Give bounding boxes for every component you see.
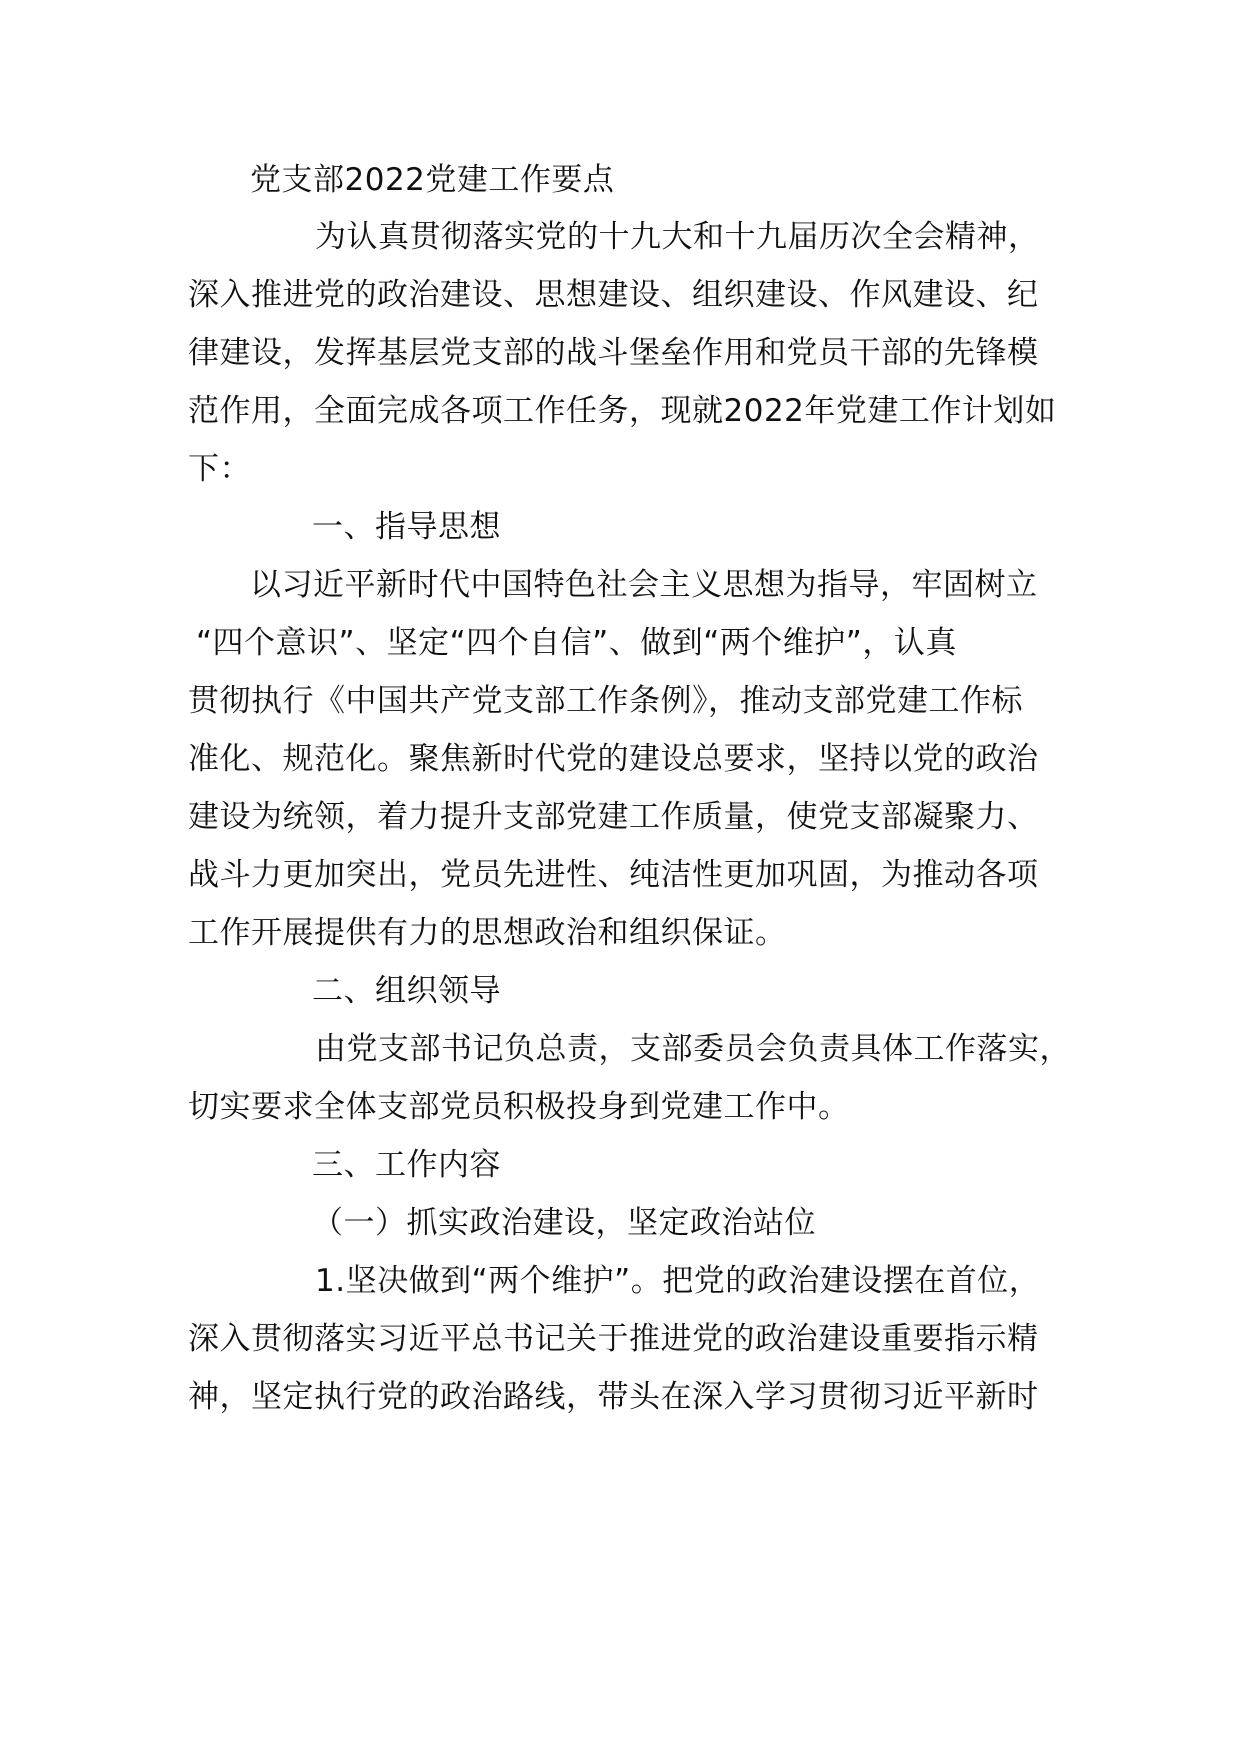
section-heading: 三、工作内容 — [312, 1147, 501, 1183]
section-heading: 一、指导思想 — [312, 509, 501, 545]
paragraph-line: 下： — [188, 451, 251, 487]
section-heading: 二、组织领导 — [312, 973, 501, 1009]
paragraph-line: 为认真贯彻落实党的十九大和十九届历次全会精神， — [315, 219, 1040, 255]
paragraph-line: 由党支部书记负总责，支部委员会负责具体工作落实， — [315, 1031, 1071, 1067]
paragraph-line: 范作用，全面完成各项工作任务，现就2022年党建工作计划如 — [188, 393, 1057, 429]
paragraph-line: 贯彻执行《中国共产党支部工作条例》，推动支部党建工作标 — [188, 683, 1023, 719]
paragraph-line: “四个意识”、坚定“四个自信”、做到“两个维护”，认真 — [196, 625, 957, 661]
paragraph-line: 律建设，发挥基层党支部的战斗堡垒作用和党员干部的先锋模 — [188, 335, 1039, 371]
paragraph-line: 以习近平新时代中国特色社会主义思想为指导，牢固树立 — [250, 567, 1038, 603]
paragraph-line: 建设为统领，着力提升支部党建工作质量，使党支部凝聚力、 — [188, 799, 1039, 835]
paragraph-line: 深入贯彻落实习近平总书记关于推进党的政治建设重要指示精 — [188, 1321, 1039, 1357]
paragraph-line: 战斗力更加突出，党员先进性、纯洁性更加巩固，为推动各项 — [188, 857, 1039, 893]
paragraph-line: 1.坚决做到“两个维护”。把党的政治建设摆在首位， — [315, 1263, 1041, 1299]
paragraph-line: 神，坚定执行党的政治路线，带头在深入学习贯彻习近平新时 — [188, 1379, 1039, 1415]
document-title: 党支部2022党建工作要点 — [250, 162, 615, 198]
paragraph-line: 准化、规范化。聚焦新时代党的建设总要求，坚持以党的政治 — [188, 741, 1039, 777]
paragraph-line: 工作开展提供有力的思想政治和组织保证。 — [188, 915, 787, 951]
paragraph-line: 切实要求全体支部党员积极投身到党建工作中。 — [188, 1089, 850, 1125]
paragraph-line: 深入推进党的政治建设、思想建设、组织建设、作风建设、纪 — [188, 277, 1039, 313]
subsection-heading: （一）抓实政治建设，坚定政治站位 — [312, 1205, 816, 1241]
